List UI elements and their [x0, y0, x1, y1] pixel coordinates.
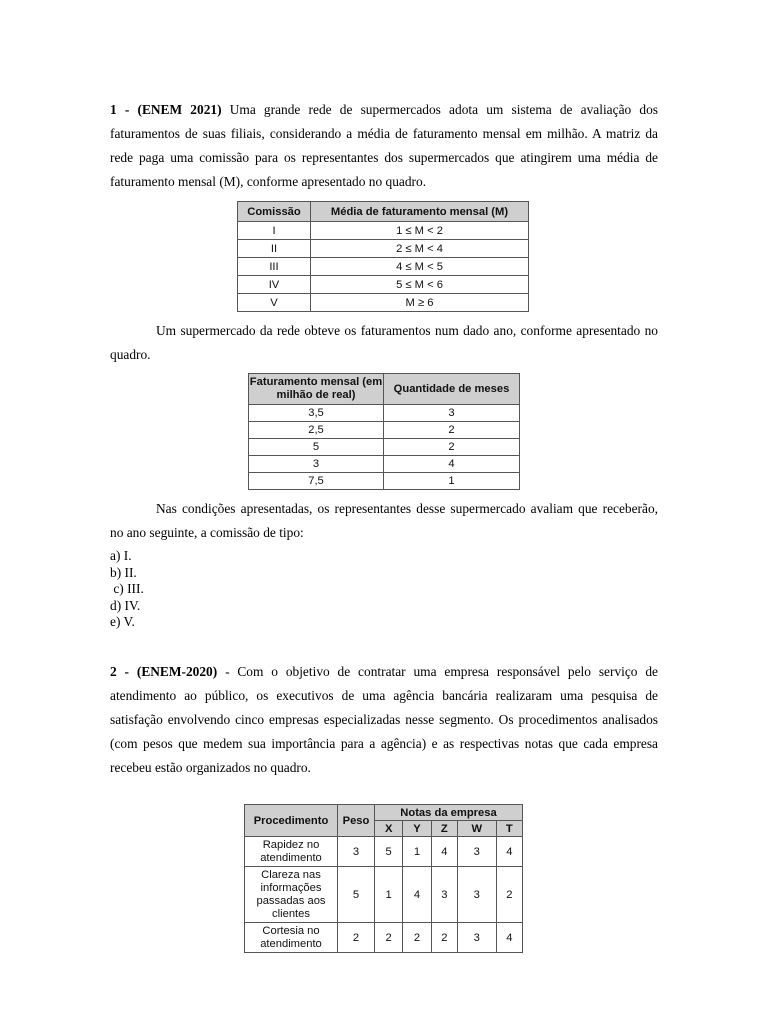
table-row: [238, 258, 529, 276]
table-cell: 2: [496, 867, 522, 923]
table-cell: 1: [403, 837, 431, 867]
table-cell: 2,5: [249, 422, 384, 439]
table-cell: M ≥ 6: [311, 294, 529, 312]
table-cell: 5 ≤ M < 6: [311, 276, 529, 294]
table-cell: 1: [384, 473, 520, 490]
table-row: [238, 276, 529, 294]
table-cell: 4: [496, 837, 522, 867]
table-row: [245, 923, 523, 953]
table-cell: 4: [384, 456, 520, 473]
table-cell: Cortesia no atendimento: [245, 923, 338, 953]
table-cell: 2: [384, 439, 520, 456]
table-cell: Clareza nas informações passadas aos clientes: [245, 867, 338, 923]
table-cell: 1: [375, 867, 403, 923]
table-cell: V: [238, 294, 311, 312]
table-cell: 2: [375, 923, 403, 953]
table-cell: IV: [238, 276, 311, 294]
table-cell: 4: [403, 867, 431, 923]
table-cell: 3: [384, 405, 520, 422]
table-cell: 4: [496, 923, 522, 953]
table-row: [249, 456, 520, 473]
table-row: [249, 439, 520, 456]
company-y-header: Y: [403, 821, 431, 837]
table-row: [245, 867, 523, 923]
table-cell: 3: [457, 923, 496, 953]
q1-intro-paragraph: [110, 98, 658, 194]
table-cell: 5: [375, 837, 403, 867]
average-header: Média de faturamento mensal (M): [311, 202, 529, 222]
table-cell: III: [238, 258, 311, 276]
table-row: [238, 240, 529, 258]
weight-header: Peso: [338, 805, 375, 837]
table-cell: 4: [431, 837, 457, 867]
option-d: d) IV.: [110, 597, 141, 613]
commission-table: [237, 201, 529, 312]
table-cell: 3: [338, 837, 375, 867]
table-row: [249, 473, 520, 490]
company-z-header: Z: [431, 821, 457, 837]
table-cell: 3: [431, 867, 457, 923]
commission-header: Comissão: [238, 202, 311, 222]
table-cell: 3,5: [249, 405, 384, 422]
table-row: [249, 422, 520, 439]
revenue-header: Faturamento mensal (em milhão de real): [249, 374, 384, 405]
q1-paragraph-2: Um supermercado da rede obteve os faturamentos num dado ano, conforme apresentado no quadro.: [110, 323, 658, 362]
q2-label: 2 - (ENEM-2020): [110, 664, 218, 679]
table-cell: 2: [338, 923, 375, 953]
revenue-table: [248, 373, 520, 490]
table-row: [245, 837, 523, 867]
table-cell: II: [238, 240, 311, 258]
scores-header: Notas da empresa: [375, 805, 523, 821]
table-cell: 1 ≤ M < 2: [311, 222, 529, 240]
option-a: a) I.: [110, 548, 132, 563]
q1-paragraph-3: Nas condições apresentadas, os representantes desse supermercado avaliam que receberão, no ano seguinte, a comissão de tipo:: [110, 501, 658, 540]
table-cell: 2: [384, 422, 520, 439]
procedure-header: Procedimento: [245, 805, 338, 837]
table-cell: 4 ≤ M < 5: [311, 258, 529, 276]
table-cell: 5: [249, 439, 384, 456]
table-cell: 5: [338, 867, 375, 923]
q1-options: [110, 548, 144, 631]
q2-intro-text: - Com o objetivo de contratar uma empresa responsável pelo serviço de atendimento ao público, os executivos de uma agência bancária realizaram uma pesquisa de satisfação envolvendo cinco empresas especializadas nesse segmento. Os procedimentos analisados (com pesos que medem sua importância para a agência) e as respectivas notas que cada empresa recebeu estão organizados no quadro.: [110, 664, 658, 775]
table-cell: Rapidez no atendimento: [245, 837, 338, 867]
table-row: [249, 405, 520, 422]
q1-label: 1 - (ENEM 2021): [110, 102, 222, 117]
procedures-table: [244, 804, 523, 953]
table-cell: 2: [431, 923, 457, 953]
table-cell: 2: [403, 923, 431, 953]
table-cell: 2 ≤ M < 4: [311, 240, 529, 258]
option-b: b) II.: [110, 564, 137, 580]
company-w-header: W: [457, 821, 496, 837]
option-c: c) III.: [110, 581, 144, 596]
months-header: Quantidade de meses: [384, 374, 520, 405]
q1-intro-text: Uma grande rede de supermercados adota um sistema de avaliação dos faturamentos de suas filiais, considerando a média de faturamento mensal em milhão. A matriz da rede paga uma comissão para os representantes dos supermercados que atingirem uma média de faturamento mensal (M), conforme apresentado no quadro.: [110, 102, 658, 189]
company-t-header: T: [496, 821, 522, 837]
table-cell: 3: [457, 837, 496, 867]
table-cell: I: [238, 222, 311, 240]
table-cell: 7,5: [249, 473, 384, 490]
table-row: [238, 222, 529, 240]
table-cell: 3: [457, 867, 496, 923]
table-row: [238, 294, 529, 312]
q2-intro-paragraph: [110, 660, 658, 780]
table-cell: 3: [249, 456, 384, 473]
option-e: e) V.: [110, 614, 135, 629]
company-x-header: X: [375, 821, 403, 837]
